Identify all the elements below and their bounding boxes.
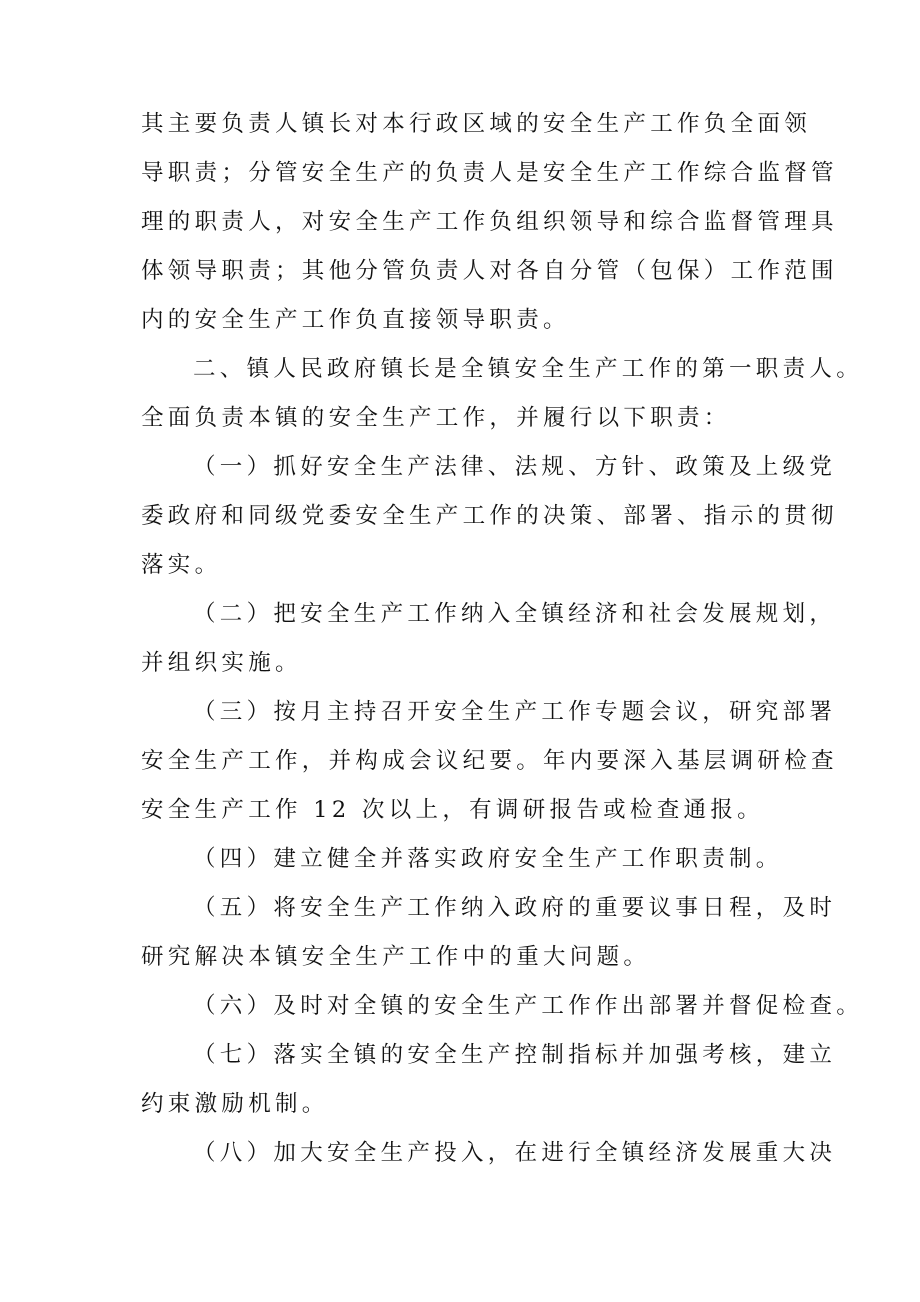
text-line: （七）落实全镇的安全生产控制指标并加强考核，建立 (193, 1042, 837, 1068)
text-line: 理的职责人，对安全生产工作负组织领导和综合监督管理具 (141, 209, 838, 235)
text-line: 导职责；分管安全生产的负责人是安全生产工作综合监督管 (141, 160, 838, 186)
body-text (141, 100, 864, 1178)
text-line: 其主要负责人镇长对本行政区域的安全生产工作负全面领 (141, 111, 812, 137)
text-line: （三）按月主持召开安全生产工作专题会议，研究部署 (193, 699, 837, 725)
text-line: 委政府和同级党委安全生产工作的决策、部署、指示的贯彻 (141, 503, 838, 529)
text-line: 并组织实施。 (141, 650, 302, 676)
text-line: 安全生产工作 12 次以上，有调研报告或检查通报。 (141, 797, 764, 823)
text-line: （五）将安全生产工作纳入政府的重要议事日程，及时 (193, 895, 837, 921)
text-line: 内的安全生产工作负直接领导职责。 (141, 307, 570, 333)
text-line: 体领导职责；其他分管负责人对各自分管（包保）工作范围 (141, 258, 838, 284)
text-line: 全面负责本镇的安全生产工作，并履行以下职责： (141, 405, 731, 431)
text-line: 二、镇人民政府镇长是全镇安全生产工作的第一职责人。 (193, 356, 864, 382)
text-line: 约束激励机制。 (141, 1091, 329, 1117)
text-line: （一）抓好安全生产法律、法规、方针、政策及上级党 (193, 454, 837, 480)
text-line: （八）加大安全生产投入，在进行全镇经济发展重大决 (193, 1140, 837, 1166)
text-line: 安全生产工作，并构成会议纪要。年内要深入基层调研检查 (141, 748, 838, 774)
text-line: （二）把安全生产工作纳入全镇经济和社会发展规划， (193, 601, 837, 627)
text-line: （六）及时对全镇的安全生产工作作出部署并督促检查。 (193, 993, 864, 1019)
text-line: 研究解决本镇安全生产工作中的重大问题。 (141, 944, 651, 970)
text-line: 落实。 (141, 552, 222, 578)
text-line: （四）建立健全并落实政府安全生产工作职责制。 (193, 846, 783, 872)
